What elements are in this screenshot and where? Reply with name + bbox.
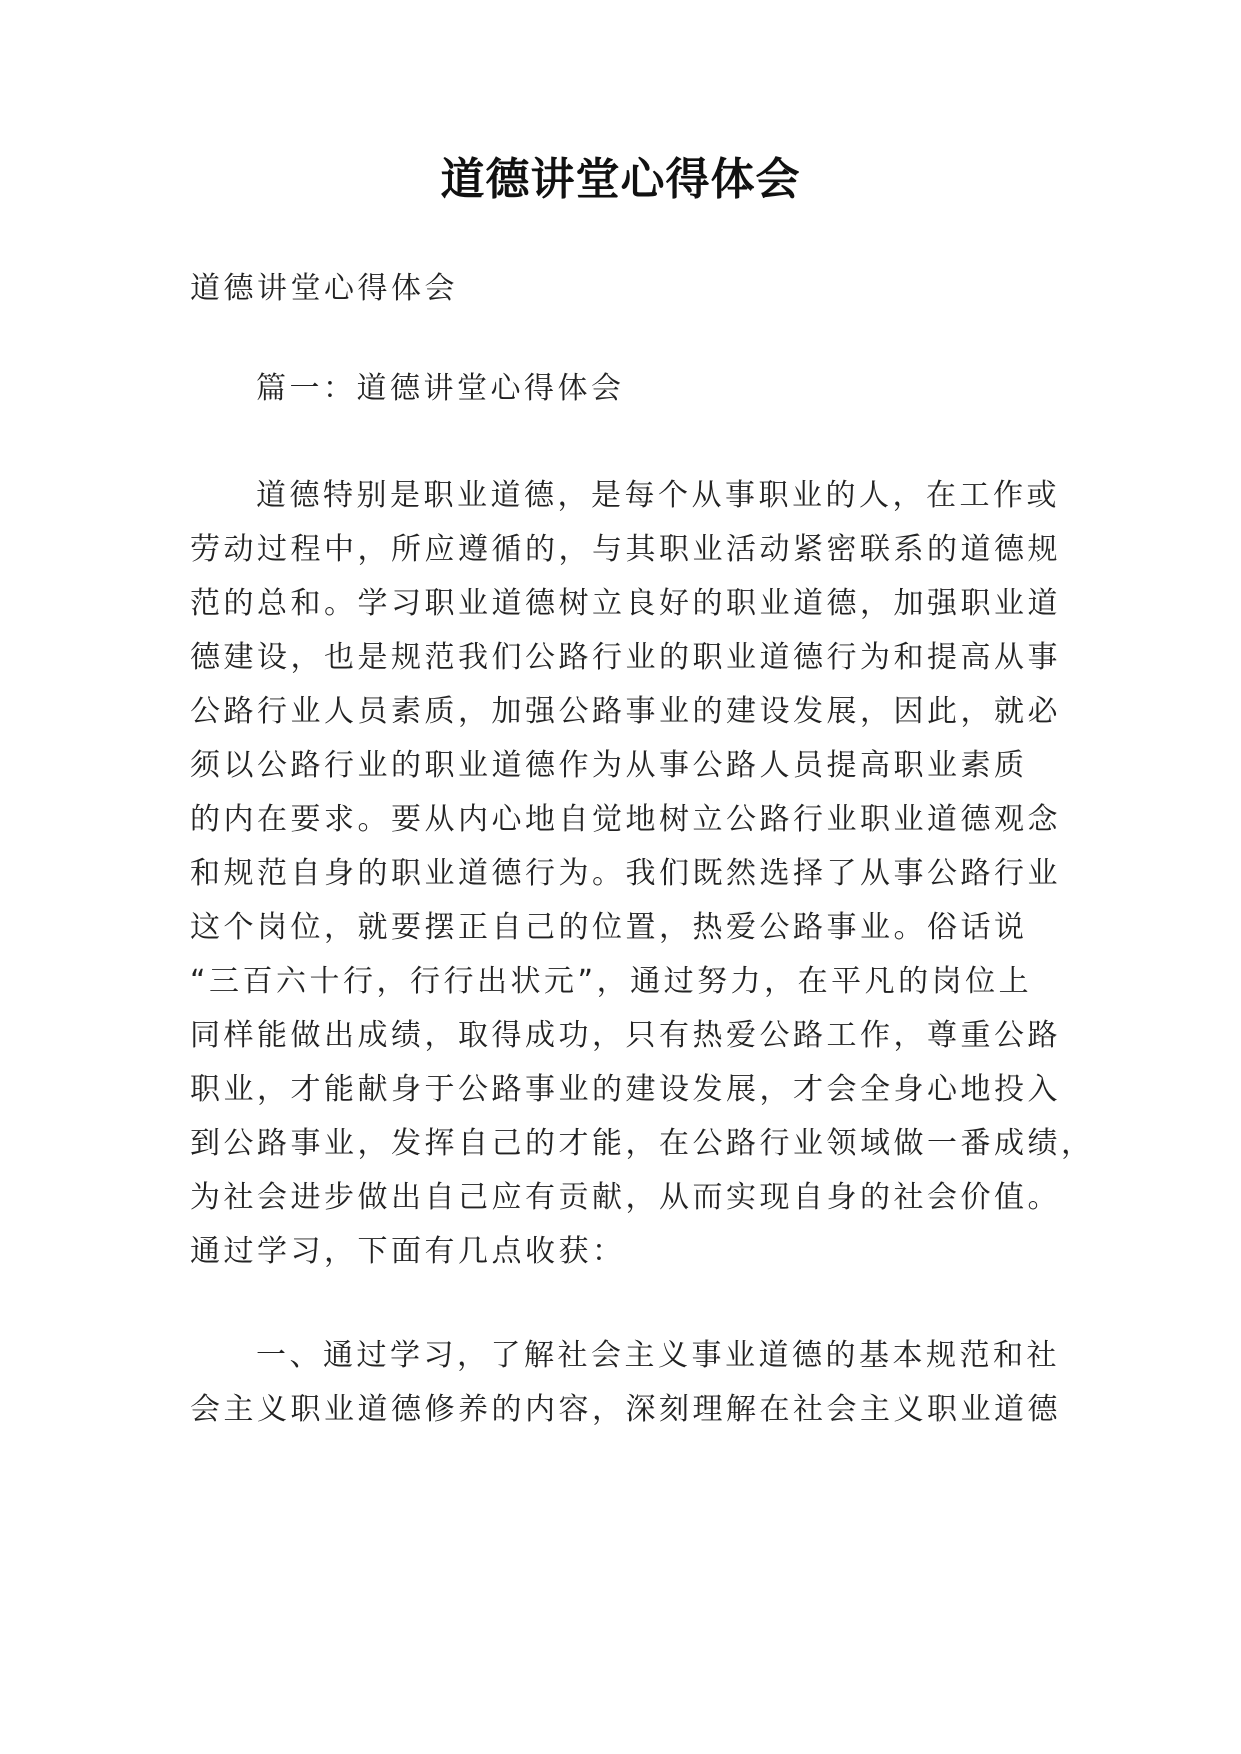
paragraph-line: 这个岗位，就要摆正自己的位置，热爱公路事业。俗话说: [190, 910, 1028, 945]
paragraph-line: 公路行业人员素质，加强公路事业的建设发展，因此，就必: [190, 694, 1061, 729]
document-subtitle: 道德讲堂心得体会: [190, 271, 458, 306]
paragraph-line: 到公路事业，发挥自己的才能，在公路行业领域做一番成绩，: [190, 1126, 1095, 1161]
paragraph-line: 德建设，也是规范我们公路行业的职业道德行为和提高从事: [190, 640, 1061, 675]
document-title: 道德讲堂心得体会: [440, 154, 801, 205]
paragraph-line: 会主义职业道德修养的内容，深刻理解在社会主义职业道德: [190, 1392, 1061, 1427]
paragraph-line: 职业，才能献身于公路事业的建设发展，才会全身心地投入: [190, 1072, 1061, 1107]
paragraph-line: 劳动过程中，所应遵循的，与其职业活动紧密联系的道德规: [190, 532, 1061, 567]
paragraph-line: 一、通过学习，了解社会主义事业道德的基本规范和社: [256, 1338, 1060, 1373]
paragraph-line: 通过学习，下面有几点收获：: [190, 1234, 626, 1269]
paragraph-line: 须以公路行业的职业道德作为从事公路人员提高职业素质: [190, 748, 1028, 783]
paragraph-line: 范的总和。学习职业道德树立良好的职业道德，加强职业道: [190, 586, 1061, 621]
paragraph-line: 道德特别是职业道德，是每个从事职业的人，在工作或: [256, 478, 1060, 513]
section-heading: 篇一：道德讲堂心得体会: [256, 371, 625, 406]
paragraph-line: 为社会进步做出自己应有贡献，从而实现自身的社会价值。: [190, 1180, 1061, 1215]
paragraph-line: 和规范自身的职业道德行为。我们既然选择了从事公路行业: [190, 856, 1061, 891]
paragraph-line: “三百六十行，行行出状元”，通过努力，在平凡的岗位上: [190, 964, 1033, 999]
paragraph-line: 同样能做出成绩，取得成功，只有热爱公路工作，尊重公路: [190, 1018, 1061, 1053]
paragraph-line: 的内在要求。要从内心地自觉地树立公路行业职业道德观念: [190, 802, 1061, 837]
